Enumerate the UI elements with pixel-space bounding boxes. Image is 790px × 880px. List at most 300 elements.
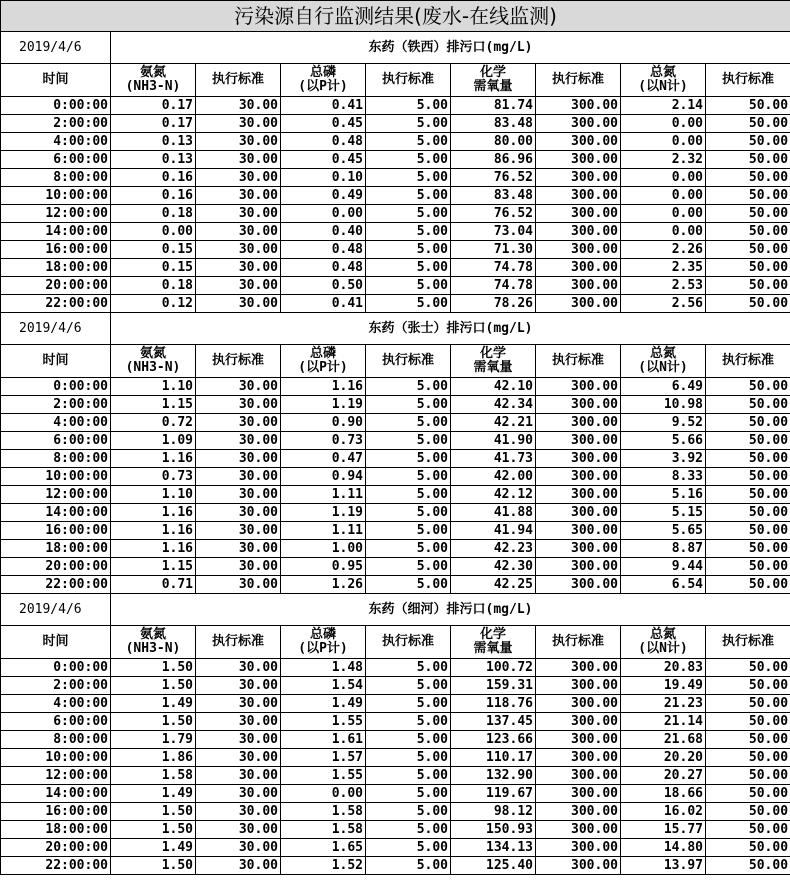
col-time-line1: 时间 (42, 72, 69, 87)
table-cell: 0.15 (111, 241, 196, 259)
table-cell: 0.00 (621, 169, 706, 187)
table-cell: 16:00:00 (1, 241, 111, 259)
table-cell: 1.50 (111, 659, 196, 677)
table-cell: 30.00 (196, 187, 281, 205)
table-cell: 14:00:00 (1, 504, 111, 522)
table-cell: 1.65 (281, 839, 366, 857)
col-ammonia-standard-line1: 执行标准 (211, 72, 264, 87)
table-row (1, 713, 790, 731)
table-cell: 123.66 (451, 731, 536, 749)
table-cell: 1.49 (281, 695, 366, 713)
table-cell: 0.00 (621, 205, 706, 223)
table-cell: 42.34 (451, 396, 536, 414)
col-time (1, 64, 111, 97)
table-cell: 2:00:00 (1, 115, 111, 133)
table-row (1, 115, 790, 133)
table-cell: 0.95 (281, 558, 366, 576)
table-cell: 5.00 (366, 396, 451, 414)
table-cell: 300.00 (536, 432, 621, 450)
table-cell: 41.73 (451, 450, 536, 468)
col-nitrogen-line1: 总氮 (649, 346, 676, 361)
table-cell: 0.47 (281, 450, 366, 468)
table-cell: 5.00 (366, 450, 451, 468)
col-phosphorus-line1: 总磷 (309, 65, 336, 80)
table-cell: 50.00 (706, 378, 790, 396)
col-nitrogen-line1: 总氮 (649, 65, 676, 80)
table-cell: 30.00 (196, 133, 281, 151)
table-cell: 10:00:00 (1, 468, 111, 486)
table-cell: 1.10 (111, 486, 196, 504)
table-cell: 50.00 (706, 133, 790, 151)
table-row (1, 295, 790, 313)
table-cell: 300.00 (536, 259, 621, 277)
table-cell: 10:00:00 (1, 187, 111, 205)
table-cell: 0.00 (281, 205, 366, 223)
col-cod-standard-line1: 执行标准 (551, 634, 604, 649)
table-cell: 14:00:00 (1, 785, 111, 803)
table-cell: 22:00:00 (1, 576, 111, 594)
col-phosphorus-line2: (以P计) (298, 641, 348, 656)
table-cell: 50.00 (706, 169, 790, 187)
table-row (1, 767, 790, 785)
table-cell: 1.11 (281, 522, 366, 540)
table-cell: 30.00 (196, 504, 281, 522)
table-cell: 0.72 (111, 414, 196, 432)
table-cell: 300.00 (536, 396, 621, 414)
table-cell: 1.16 (111, 540, 196, 558)
table-cell: 300.00 (536, 803, 621, 821)
table-cell: 5.00 (366, 241, 451, 259)
table-cell: 16:00:00 (1, 522, 111, 540)
table-row (1, 504, 790, 522)
table-cell: 42.30 (451, 558, 536, 576)
table-cell: 50.00 (706, 396, 790, 414)
table-cell: 30.00 (196, 241, 281, 259)
table-cell: 300.00 (536, 504, 621, 522)
table-row (1, 695, 790, 713)
table-row (1, 749, 790, 767)
col-ammonia-standard-line1: 执行标准 (211, 634, 264, 649)
table-cell: 300.00 (536, 713, 621, 731)
col-nitrogen (621, 64, 706, 97)
table-row (1, 151, 790, 169)
table-row (1, 857, 790, 875)
table-cell: 30.00 (196, 115, 281, 133)
table-cell: 1.54 (281, 677, 366, 695)
col-nitrogen-standard-line1: 执行标准 (722, 353, 775, 368)
table-row (1, 486, 790, 504)
table-cell: 300.00 (536, 821, 621, 839)
table-cell: 1.86 (111, 749, 196, 767)
col-cod-line1: 化学 (479, 65, 506, 80)
table-row (1, 277, 790, 295)
table-cell: 300.00 (536, 468, 621, 486)
table-cell: 50.00 (706, 576, 790, 594)
table-cell: 0:00:00 (1, 97, 111, 115)
table-cell: 73.04 (451, 223, 536, 241)
table-cell: 6:00:00 (1, 713, 111, 731)
col-ammonia-line1: 氨氮 (139, 346, 166, 361)
col-cod-line2: 需氧量 (473, 360, 513, 375)
table-cell: 6:00:00 (1, 432, 111, 450)
table-cell: 2.32 (621, 151, 706, 169)
table-cell: 1.49 (111, 695, 196, 713)
table-cell: 300.00 (536, 378, 621, 396)
table-cell: 0:00:00 (1, 378, 111, 396)
table-row (1, 821, 790, 839)
table-cell: 5.00 (366, 695, 451, 713)
table-cell: 5.00 (366, 677, 451, 695)
table-cell: 1.48 (281, 659, 366, 677)
col-nitrogen-line2: (以N计) (638, 360, 688, 375)
table-cell: 118.76 (451, 695, 536, 713)
table-cell: 300.00 (536, 576, 621, 594)
table-cell: 300.00 (536, 450, 621, 468)
table-cell: 2:00:00 (1, 396, 111, 414)
table-cell: 12:00:00 (1, 767, 111, 785)
table-cell: 5.15 (621, 504, 706, 522)
table-cell: 50.00 (706, 468, 790, 486)
table-cell: 110.17 (451, 749, 536, 767)
table-cell: 5.00 (366, 187, 451, 205)
table-cell: 76.52 (451, 205, 536, 223)
table-cell: 42.12 (451, 486, 536, 504)
section-date: 2019/4/6 (1, 313, 111, 345)
col-nitrogen (621, 345, 706, 378)
table-cell: 50.00 (706, 259, 790, 277)
table-cell: 98.12 (451, 803, 536, 821)
col-phosphorus-line2: (以P计) (298, 79, 348, 94)
table-cell: 5.00 (366, 468, 451, 486)
table-cell: 50.00 (706, 540, 790, 558)
table-cell: 18.66 (621, 785, 706, 803)
table-cell: 5.65 (621, 522, 706, 540)
col-phosphorus (281, 64, 366, 97)
table-row (1, 677, 790, 695)
section-date: 2019/4/6 (1, 32, 111, 64)
table-cell: 5.00 (366, 432, 451, 450)
section-outlet-name: 东药（张士）排污口(mg/L) (111, 313, 790, 345)
table-cell: 30.00 (196, 432, 281, 450)
table-cell: 50.00 (706, 450, 790, 468)
table-cell: 1.50 (111, 857, 196, 875)
table-cell: 300.00 (536, 169, 621, 187)
table-cell: 150.93 (451, 821, 536, 839)
table-cell: 30.00 (196, 486, 281, 504)
table-cell: 20.83 (621, 659, 706, 677)
table-cell: 50.00 (706, 241, 790, 259)
col-nitrogen-standard (706, 345, 790, 378)
table-cell: 1.49 (111, 839, 196, 857)
table-cell: 1.55 (281, 767, 366, 785)
col-phosphorus (281, 345, 366, 378)
table-cell: 21.68 (621, 731, 706, 749)
table-cell: 1.11 (281, 486, 366, 504)
col-phosphorus-standard (366, 626, 451, 659)
table-cell: 2:00:00 (1, 677, 111, 695)
col-cod-standard-line1: 执行标准 (551, 353, 604, 368)
table-cell: 42.21 (451, 414, 536, 432)
col-time-line1: 时间 (42, 353, 69, 368)
table-cell: 0.00 (281, 785, 366, 803)
table-cell: 1.16 (111, 450, 196, 468)
col-phosphorus-standard-line1: 执行标准 (381, 353, 434, 368)
table-cell: 30.00 (196, 259, 281, 277)
table-cell: 1.15 (111, 396, 196, 414)
table-cell: 50.00 (706, 432, 790, 450)
table-cell: 1.52 (281, 857, 366, 875)
table-cell: 0.73 (111, 468, 196, 486)
col-ammonia-line2: (NH3-N) (125, 641, 181, 656)
table-row (1, 396, 790, 414)
table-cell: 1.61 (281, 731, 366, 749)
table-cell: 42.10 (451, 378, 536, 396)
table-cell: 2.14 (621, 97, 706, 115)
table-cell: 132.90 (451, 767, 536, 785)
table-cell: 0.00 (111, 223, 196, 241)
table-cell: 30.00 (196, 205, 281, 223)
table-cell: 30.00 (196, 277, 281, 295)
table-row (1, 576, 790, 594)
col-ammonia-line2: (NH3-N) (125, 360, 181, 375)
table-cell: 300.00 (536, 295, 621, 313)
table-cell: 2.53 (621, 277, 706, 295)
table-cell: 5.00 (366, 205, 451, 223)
table-row (1, 731, 790, 749)
table-cell: 83.48 (451, 115, 536, 133)
col-phosphorus-standard-line1: 执行标准 (381, 634, 434, 649)
col-phosphorus-standard-line1: 执行标准 (381, 72, 434, 87)
table-cell: 18:00:00 (1, 259, 111, 277)
table-cell: 1.50 (111, 677, 196, 695)
table-cell: 0:00:00 (1, 659, 111, 677)
table-cell: 1.58 (281, 821, 366, 839)
table-cell: 18:00:00 (1, 540, 111, 558)
table-cell: 300.00 (536, 731, 621, 749)
table-cell: 2.56 (621, 295, 706, 313)
table-cell: 0.00 (621, 133, 706, 151)
table-cell: 80.00 (451, 133, 536, 151)
table-cell: 74.78 (451, 277, 536, 295)
table-row (1, 659, 790, 677)
table-cell: 125.40 (451, 857, 536, 875)
col-time-line1: 时间 (42, 634, 69, 649)
table-cell: 300.00 (536, 187, 621, 205)
col-nitrogen-standard (706, 64, 790, 97)
table-cell: 10:00:00 (1, 749, 111, 767)
table-cell: 5.00 (366, 540, 451, 558)
table-cell: 8.87 (621, 540, 706, 558)
table-cell: 86.96 (451, 151, 536, 169)
table-cell: 300.00 (536, 857, 621, 875)
table-cell: 300.00 (536, 133, 621, 151)
table-cell: 0.90 (281, 414, 366, 432)
table-cell: 300.00 (536, 522, 621, 540)
table-row (1, 414, 790, 432)
table-cell: 0.71 (111, 576, 196, 594)
table-row (1, 839, 790, 857)
table-row (1, 133, 790, 151)
table-row (1, 450, 790, 468)
table-cell: 30.00 (196, 749, 281, 767)
table-cell: 119.67 (451, 785, 536, 803)
table-cell: 50.00 (706, 677, 790, 695)
table-cell: 300.00 (536, 97, 621, 115)
table-cell: 15.77 (621, 821, 706, 839)
table-cell: 5.00 (366, 558, 451, 576)
table-cell: 12:00:00 (1, 205, 111, 223)
table-cell: 30.00 (196, 295, 281, 313)
table-cell: 300.00 (536, 223, 621, 241)
table-cell: 300.00 (536, 205, 621, 223)
col-phosphorus-line2: (以P计) (298, 360, 348, 375)
table-row (1, 540, 790, 558)
table-cell: 300.00 (536, 767, 621, 785)
table-cell: 5.00 (366, 277, 451, 295)
table-cell: 134.13 (451, 839, 536, 857)
table-cell: 1.19 (281, 504, 366, 522)
col-cod-standard (536, 64, 621, 97)
col-cod (451, 626, 536, 659)
col-nitrogen-line2: (以N计) (638, 79, 688, 94)
col-nitrogen (621, 626, 706, 659)
table-cell: 5.00 (366, 659, 451, 677)
table-cell: 300.00 (536, 115, 621, 133)
table-cell: 5.00 (366, 857, 451, 875)
col-nitrogen-standard (706, 626, 790, 659)
table-cell: 2.26 (621, 241, 706, 259)
table-cell: 19.49 (621, 677, 706, 695)
table-cell: 50.00 (706, 522, 790, 540)
table-cell: 30.00 (196, 659, 281, 677)
table-cell: 0.17 (111, 97, 196, 115)
table-cell: 71.30 (451, 241, 536, 259)
table-cell: 22:00:00 (1, 857, 111, 875)
table-row (1, 223, 790, 241)
table-cell: 1.16 (111, 522, 196, 540)
table-cell: 50.00 (706, 295, 790, 313)
table-cell: 30.00 (196, 522, 281, 540)
table-cell: 300.00 (536, 558, 621, 576)
table-cell: 100.72 (451, 659, 536, 677)
col-time (1, 345, 111, 378)
table-cell: 50.00 (706, 659, 790, 677)
table-cell: 42.25 (451, 576, 536, 594)
table-cell: 5.00 (366, 785, 451, 803)
table-cell: 0.41 (281, 295, 366, 313)
table-cell: 41.90 (451, 432, 536, 450)
table-cell: 41.94 (451, 522, 536, 540)
table-cell: 1.55 (281, 713, 366, 731)
table-row (1, 205, 790, 223)
table-cell: 5.00 (366, 223, 451, 241)
table-cell: 0.17 (111, 115, 196, 133)
column-header-row (1, 626, 790, 659)
col-ammonia-standard (196, 626, 281, 659)
table-cell: 30.00 (196, 558, 281, 576)
table-cell: 14:00:00 (1, 223, 111, 241)
table-cell: 137.45 (451, 713, 536, 731)
table-cell: 0.00 (621, 187, 706, 205)
table-cell: 0.50 (281, 277, 366, 295)
col-ammonia-standard-line1: 执行标准 (211, 353, 264, 368)
table-cell: 13.97 (621, 857, 706, 875)
col-time (1, 626, 111, 659)
table-row (1, 259, 790, 277)
table-cell: 20:00:00 (1, 839, 111, 857)
table-cell: 5.00 (366, 169, 451, 187)
table-cell: 50.00 (706, 731, 790, 749)
table-cell: 30.00 (196, 414, 281, 432)
table-cell: 8:00:00 (1, 169, 111, 187)
section-outlet-name: 东药（细河）排污口(mg/L) (111, 594, 790, 626)
col-nitrogen-standard-line1: 执行标准 (722, 72, 775, 87)
table-cell: 30.00 (196, 839, 281, 857)
table-cell: 300.00 (536, 659, 621, 677)
table-cell: 300.00 (536, 785, 621, 803)
table-cell: 2.35 (621, 259, 706, 277)
table-row (1, 522, 790, 540)
table-cell: 5.00 (366, 115, 451, 133)
table-cell: 50.00 (706, 839, 790, 857)
table-cell: 1.10 (111, 378, 196, 396)
table-cell: 20.20 (621, 749, 706, 767)
table-cell: 42.23 (451, 540, 536, 558)
table-cell: 50.00 (706, 857, 790, 875)
col-ammonia (111, 345, 196, 378)
table-cell: 0.13 (111, 133, 196, 151)
col-ammonia-line1: 氨氮 (139, 627, 166, 642)
table-cell: 30.00 (196, 468, 281, 486)
page-title: 污染源自行监测结果(废水-在线监测) (1, 1, 790, 32)
table-cell: 30.00 (196, 677, 281, 695)
table-cell: 4:00:00 (1, 133, 111, 151)
table-cell: 16:00:00 (1, 803, 111, 821)
table-cell: 5.00 (366, 803, 451, 821)
table-cell: 8.33 (621, 468, 706, 486)
table-cell: 1.50 (111, 803, 196, 821)
column-header-row (1, 64, 790, 97)
table-cell: 5.00 (366, 839, 451, 857)
table-cell: 1.09 (111, 432, 196, 450)
table-cell: 1.58 (281, 803, 366, 821)
table-cell: 1.50 (111, 713, 196, 731)
table-cell: 0.18 (111, 205, 196, 223)
table-cell: 50.00 (706, 558, 790, 576)
table-cell: 30.00 (196, 857, 281, 875)
table-cell: 0.48 (281, 259, 366, 277)
table-cell: 42.00 (451, 468, 536, 486)
table-cell: 30.00 (196, 785, 281, 803)
table-cell: 30.00 (196, 97, 281, 115)
col-ammonia (111, 64, 196, 97)
col-phosphorus-standard (366, 345, 451, 378)
col-phosphorus-standard (366, 64, 451, 97)
table-cell: 50.00 (706, 785, 790, 803)
table-cell: 50.00 (706, 187, 790, 205)
table-cell: 6.49 (621, 378, 706, 396)
table-cell: 30.00 (196, 450, 281, 468)
table-cell: 0.16 (111, 187, 196, 205)
table-cell: 300.00 (536, 151, 621, 169)
table-cell: 30.00 (196, 576, 281, 594)
table-cell: 78.26 (451, 295, 536, 313)
table-cell: 300.00 (536, 695, 621, 713)
table-cell: 50.00 (706, 803, 790, 821)
table-cell: 50.00 (706, 695, 790, 713)
col-nitrogen-line1: 总氮 (649, 627, 676, 642)
table-cell: 1.15 (111, 558, 196, 576)
